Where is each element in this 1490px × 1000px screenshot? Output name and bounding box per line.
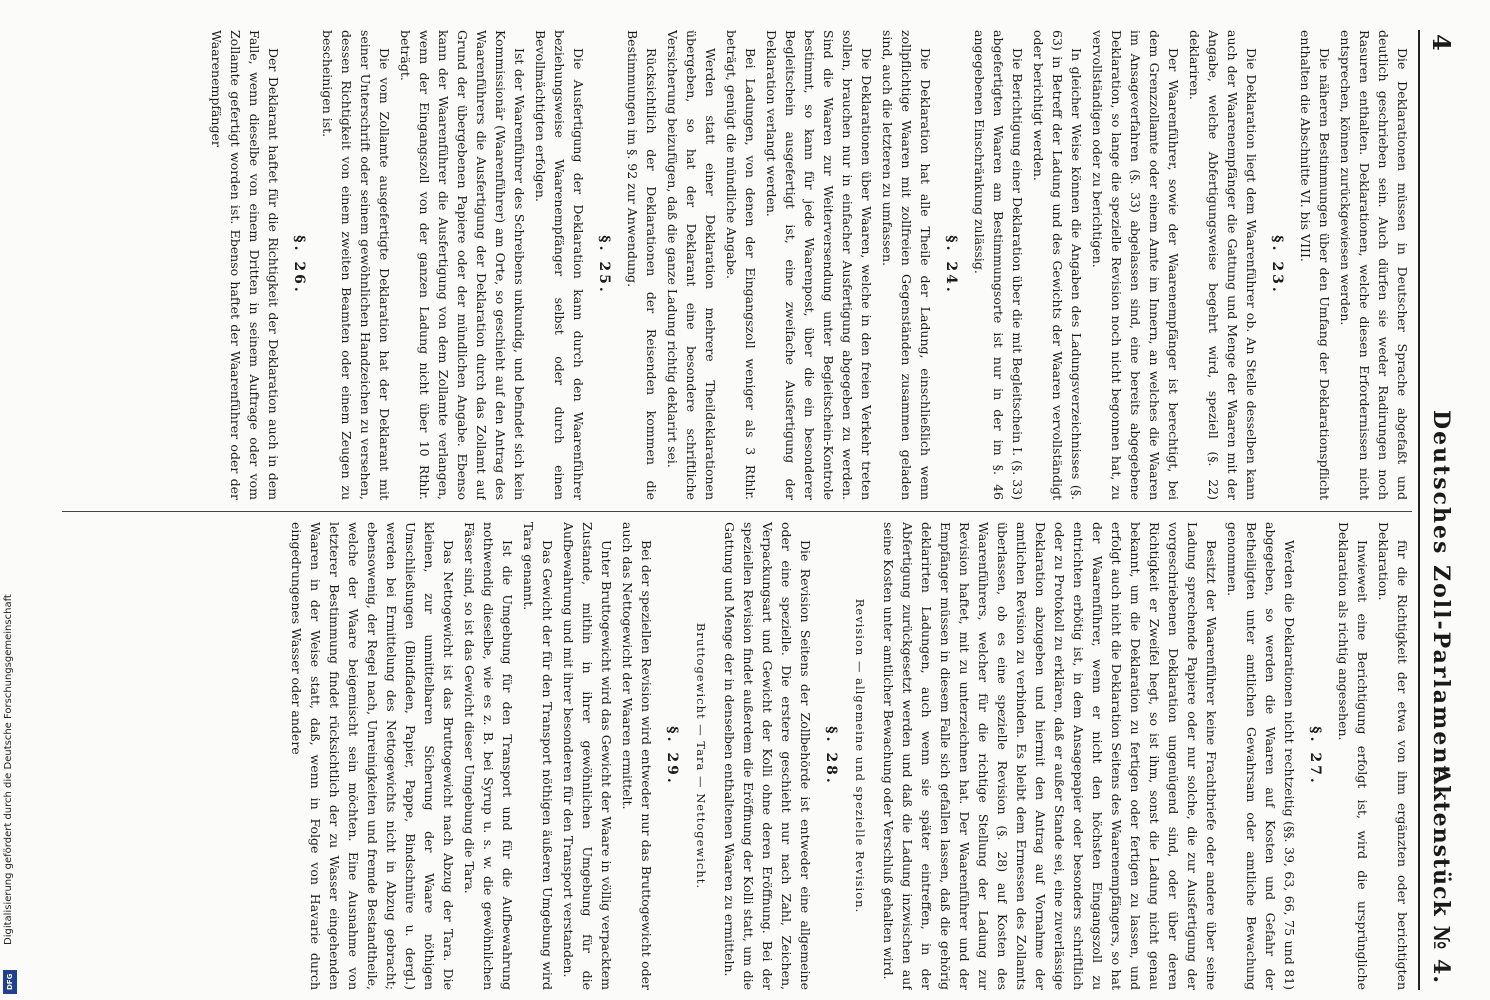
paragraph: Die Revision Seitens der Zollbehörde ist entweder eine allgemeine oder eine spezielle. Die erstere geschieht nur nach Zahl, Zeichen, Verpackungsart und Gewicht der Kolli ohne deren Eröffnung. Bei der speziellen Revision findet außerdem die Eröffnung der Kolli statt, um die Gattung und Menge der in denselben enthaltenen Waaren zu ermitteln. — [722, 522, 813, 990]
right-column — [62, 522, 1412, 990]
column-divider — [62, 511, 1412, 512]
rotated-content — [50, 30, 1460, 990]
paragraph: Das Nettogewicht ist das Bruttogewicht nach Abzug der Tara. Die kleinen, zur unmittelbaren Sicherung der Waare nöthigen Umschließungen (Bindfaden, Papier, Pappe, Bindschnüre u. dergl.) werden bei Ermittelung des Nettogewichts nicht in Abzug gebracht; ebensowenig, der Regel nach, Unreinigkeiten und fremde Bestandtheile, welche der Waare beigemischt sein möchten. Eine Ausnahme von letzterer Bestimmung findet rücksichtlich der zu Wasser eingehenden Waaren in der Weise statt, daß, wenn in Folge von Havarie durch eingedrungenes Wasser oder andere — [289, 522, 456, 990]
paragraph: Bei der speziellen Revision wird entweder nur das Bruttogewicht oder auch das Nettogewicht der Waaren ermittelt. — [620, 522, 654, 990]
paragraph: Das Gewicht der für den Transport nöthigen äußeren Umgebung wird Tara genannt. — [521, 522, 555, 990]
digitization-credit — [0, 0, 22, 1000]
page-title: Deutsches Zoll-Parlament. — [1428, 410, 1454, 788]
left-column — [62, 30, 1412, 500]
paragraph: Die Ausfertigung der Deklaration kann durch den Waarenführer beziehungsweise Waarenempfänger selbst oder durch einen Bevollmächtigten erfolgen. — [533, 30, 586, 500]
paragraph: Besitzt der Waarenführer keine Frachtbriefe oder andere über seine Ladung sprechende Papiere oder nur solche, die zur Ausfertigung der vorgeschriebenen Deklaration ungenügend sind, oder über deren Richtigkeit er Zweifel hegt, so ist ihm, sonst die Ladung nicht genau bekannt, um die Deklaration zu fertigen oder fertigen zu lassen, und erfolgt auch nicht die Deklaration Seitens des Waarenempfängers, so hat der Waarenführer, wenn er nicht den höchsten Eingangszoll zu entrichten erbötig ist, in dem Ansagepapier oder besonders schriftlich oder zu Protokoll zu erklären, daß er außer Stande sei, eine zuverlässige Deklaration abzugeben und hiermit den Antrag auf Vornahme der amtlichen Revision zu verbinden. Es bleibt dem Ermessen des Zollamts überlassen, ob es eine spezielle Revision (§. 28) auf Kosten des Waarenführers, welcher für die richtige Stellung der Ladung zur Revision haftet, mit zu unterzeichnen hat. Der Waarenführer und der Empfänger müssen in diesem Falle sich gefallen lassen, daß die gehörig deklarirten Ladungen, auch wenn sie später eintreffen, in der Abfertigung zurückgesetzt werden und daß die Ladung inzwischen auf seine Kosten unter amtlicher Bewachung oder Verschluß gehalten wird. — [881, 522, 1219, 990]
paragraph: Inwieweit eine Berichtigung erfolgt ist, wird die ursprüngliche Deklaration als richtig angesehen. — [1336, 522, 1370, 990]
paragraph: Bei Ladungen, von denen der Eingangszoll weniger als 3 Rthlr. beträgt, genügt die mündliche Angabe. — [724, 30, 758, 500]
paragraph: Werden statt einer Deklaration mehrere Theildeklarationen übergeben, so hat der Deklarant eine besondere schriftliche Versicherung beizufügen, daß die ganze Ladung richtig deklarirt sei. — [665, 30, 718, 500]
section-heading: §. 29. — [664, 726, 680, 786]
paragraph: Die Berichtigung einer Deklaration über die mit Begleitschein I. (§. 33) abgefertigten Waaren am Bestimmungsorte ist nur in der im §. 46 angegebenen Einschränkung zulässig. — [972, 30, 1025, 500]
paragraph: Die näheren Bestimmungen über den Umfang der Deklarationspflicht enthalten die Abschnitte VI. bis VIII. — [1298, 30, 1332, 500]
paragraph: Werden die Deklarationen nicht rechtzeitig (§§. 39, 63, 66, 75 und 81) abgegeben, so werden die Waaren auf Kosten und Gefahr der Betheiligten unter amtlichen Gewahrsam oder amtliche Bewachung genommen. — [1225, 522, 1297, 990]
paragraph: Die Deklarationen müssen in Deutscher Sprache abgefaßt und deutlich geschrieben sein. Auch dürfen sie weder Radirungen noch Rasuren enthalten. Deklarationen, welche diesen Erfordernissen nicht entsprechen, können zurückgewiesen werden. — [1338, 30, 1410, 500]
dfg-logo: DFG — [3, 970, 17, 994]
section-heading: §. 28. — [823, 726, 839, 786]
paragraph: Die vom Zollamte ausgefertigte Deklaration hat der Deklarant mit seiner Unterschrift oder seinem gewöhnlichen Handzeichen zu versehen, dessen Richtigkeit von einem zweiten Beamten oder einem Zeugen zu bescheinigen ist. — [320, 30, 392, 500]
marginal-subheading: Revision — allgemeine und spezielle Revision. — [853, 598, 867, 914]
paragraph: für die Richtigkeit der etwa von ihm ergänzten oder berichtigten Deklaration. — [1376, 522, 1410, 990]
paragraph: Ist die Umgebung für den Transport und für die Aufbewahrung nothwendig dieselbe, wie es z. B. bei Syrup u. s. w. die gewöhnlichen Fässer sind, so ist das Gewicht dieser Umgebung die Tara. — [462, 522, 515, 990]
section-heading: §. 26. — [291, 235, 307, 295]
paragraph: Die Deklaration hat alle Theile der Ladung, einschließlich wenn zollpflichtige Waaren mit zollfreien Gegenständen zusammen geladen sind, auch die letzteren zu umfassen. — [880, 30, 933, 500]
paragraph: Die Deklaration liegt dem Waarenführer ob. An Stelle desselben kann auch der Waarenempfänger die Gattung und Menge der Waaren mit der Angabe, welche Abfertigungsweise begehrt wird, speziell (§. 22) deklariren. — [1187, 30, 1259, 500]
page-header — [1418, 30, 1460, 990]
paragraph: Die Deklarationen über Waaren, welche in den freien Verkehr treten sollen, brauchen nur in einfacher Ausfertigung abgegeben zu werden. Sind die Waaren zur Weiterversendung unter Begleitschein-Kontrole bestimmt, so kann für jede Waarenpost, über die ein besonderer Begleitschein ausgefertigt ist, eine zweifache Ausfertigung der Deklaration verlangt werden. — [764, 30, 874, 500]
paragraph: Der Waarenführer, sowie der Waarenempfänger ist berechtigt, bei dem Grenzzollamte oder einem Amte im Innern, an welches die Waaren im Ansageverfahren (§. 33) abgelassen sind, eine bereits abgegebene Deklaration, so lange die spezielle Revision noch nicht begonnen hat, zu vervollständigen oder zu berichtigen. — [1090, 30, 1181, 500]
section-heading: §. 23. — [1269, 235, 1285, 295]
paragraph: In gleicher Weise können die Angaben des Ladungsverzeichnisses (§. 63) in Betreff der Ladung und des Gewichts der Waaren vervollständigt oder berichtigt werden. — [1031, 30, 1084, 500]
section-heading: §. 24. — [943, 235, 959, 295]
supplement-label: Aktenstück № 4. — [1428, 767, 1454, 984]
paragraph: Unter Bruttogewicht wird das Gewicht der Waare in völlig verpacktem Zustande, mithin in ihrer gewöhnlichen Umgebung für die Aufbewahrung und mit ihrer besonderen für den Transport verstanden. — [561, 522, 614, 990]
paragraph: Rücksichtlich der Deklarationen der Reisenden kommen die Bestimmungen im §. 92 zur Anwendung. — [625, 30, 659, 500]
section-heading: §. 27. — [1307, 726, 1323, 786]
marginal-subheading: Bruttogewicht — Tara — Nettogewicht. — [694, 622, 708, 890]
paragraph: Der Deklarant haftet für die Richtigkeit der Deklaration auch in dem Falle, wenn dieselbe von einem Dritten in seinem Auftrage oder vom Zollamte gefertigt worden ist. Ebenso haftet der Waarenführer oder der Waarenempfänger — [209, 30, 281, 500]
paragraph: Ist der Waarenführer des Schreibens unkundig, und befindet sich kein Kommissionär (Waarenführer) am Orte, so geschieht auf den Antrag des Waarenführers die Ausfertigung der Deklaration durch das Zollamt auf Grund der übergebenen Papiere oder der mündlichen Angabe. Ebenso kann der Waarenführer die Ausfertigung von dem Zollamte verlangen, wenn der Eingangszoll von der ganzen Ladung nicht über 10 Rthlr. beträgt. — [398, 30, 527, 500]
credit-text: Digitalisierung gefördert durch die Deutsche Forschungsgemeinschaft — [3, 594, 14, 945]
page-number: 4 — [1427, 34, 1456, 51]
section-heading: §. 25. — [596, 235, 612, 295]
